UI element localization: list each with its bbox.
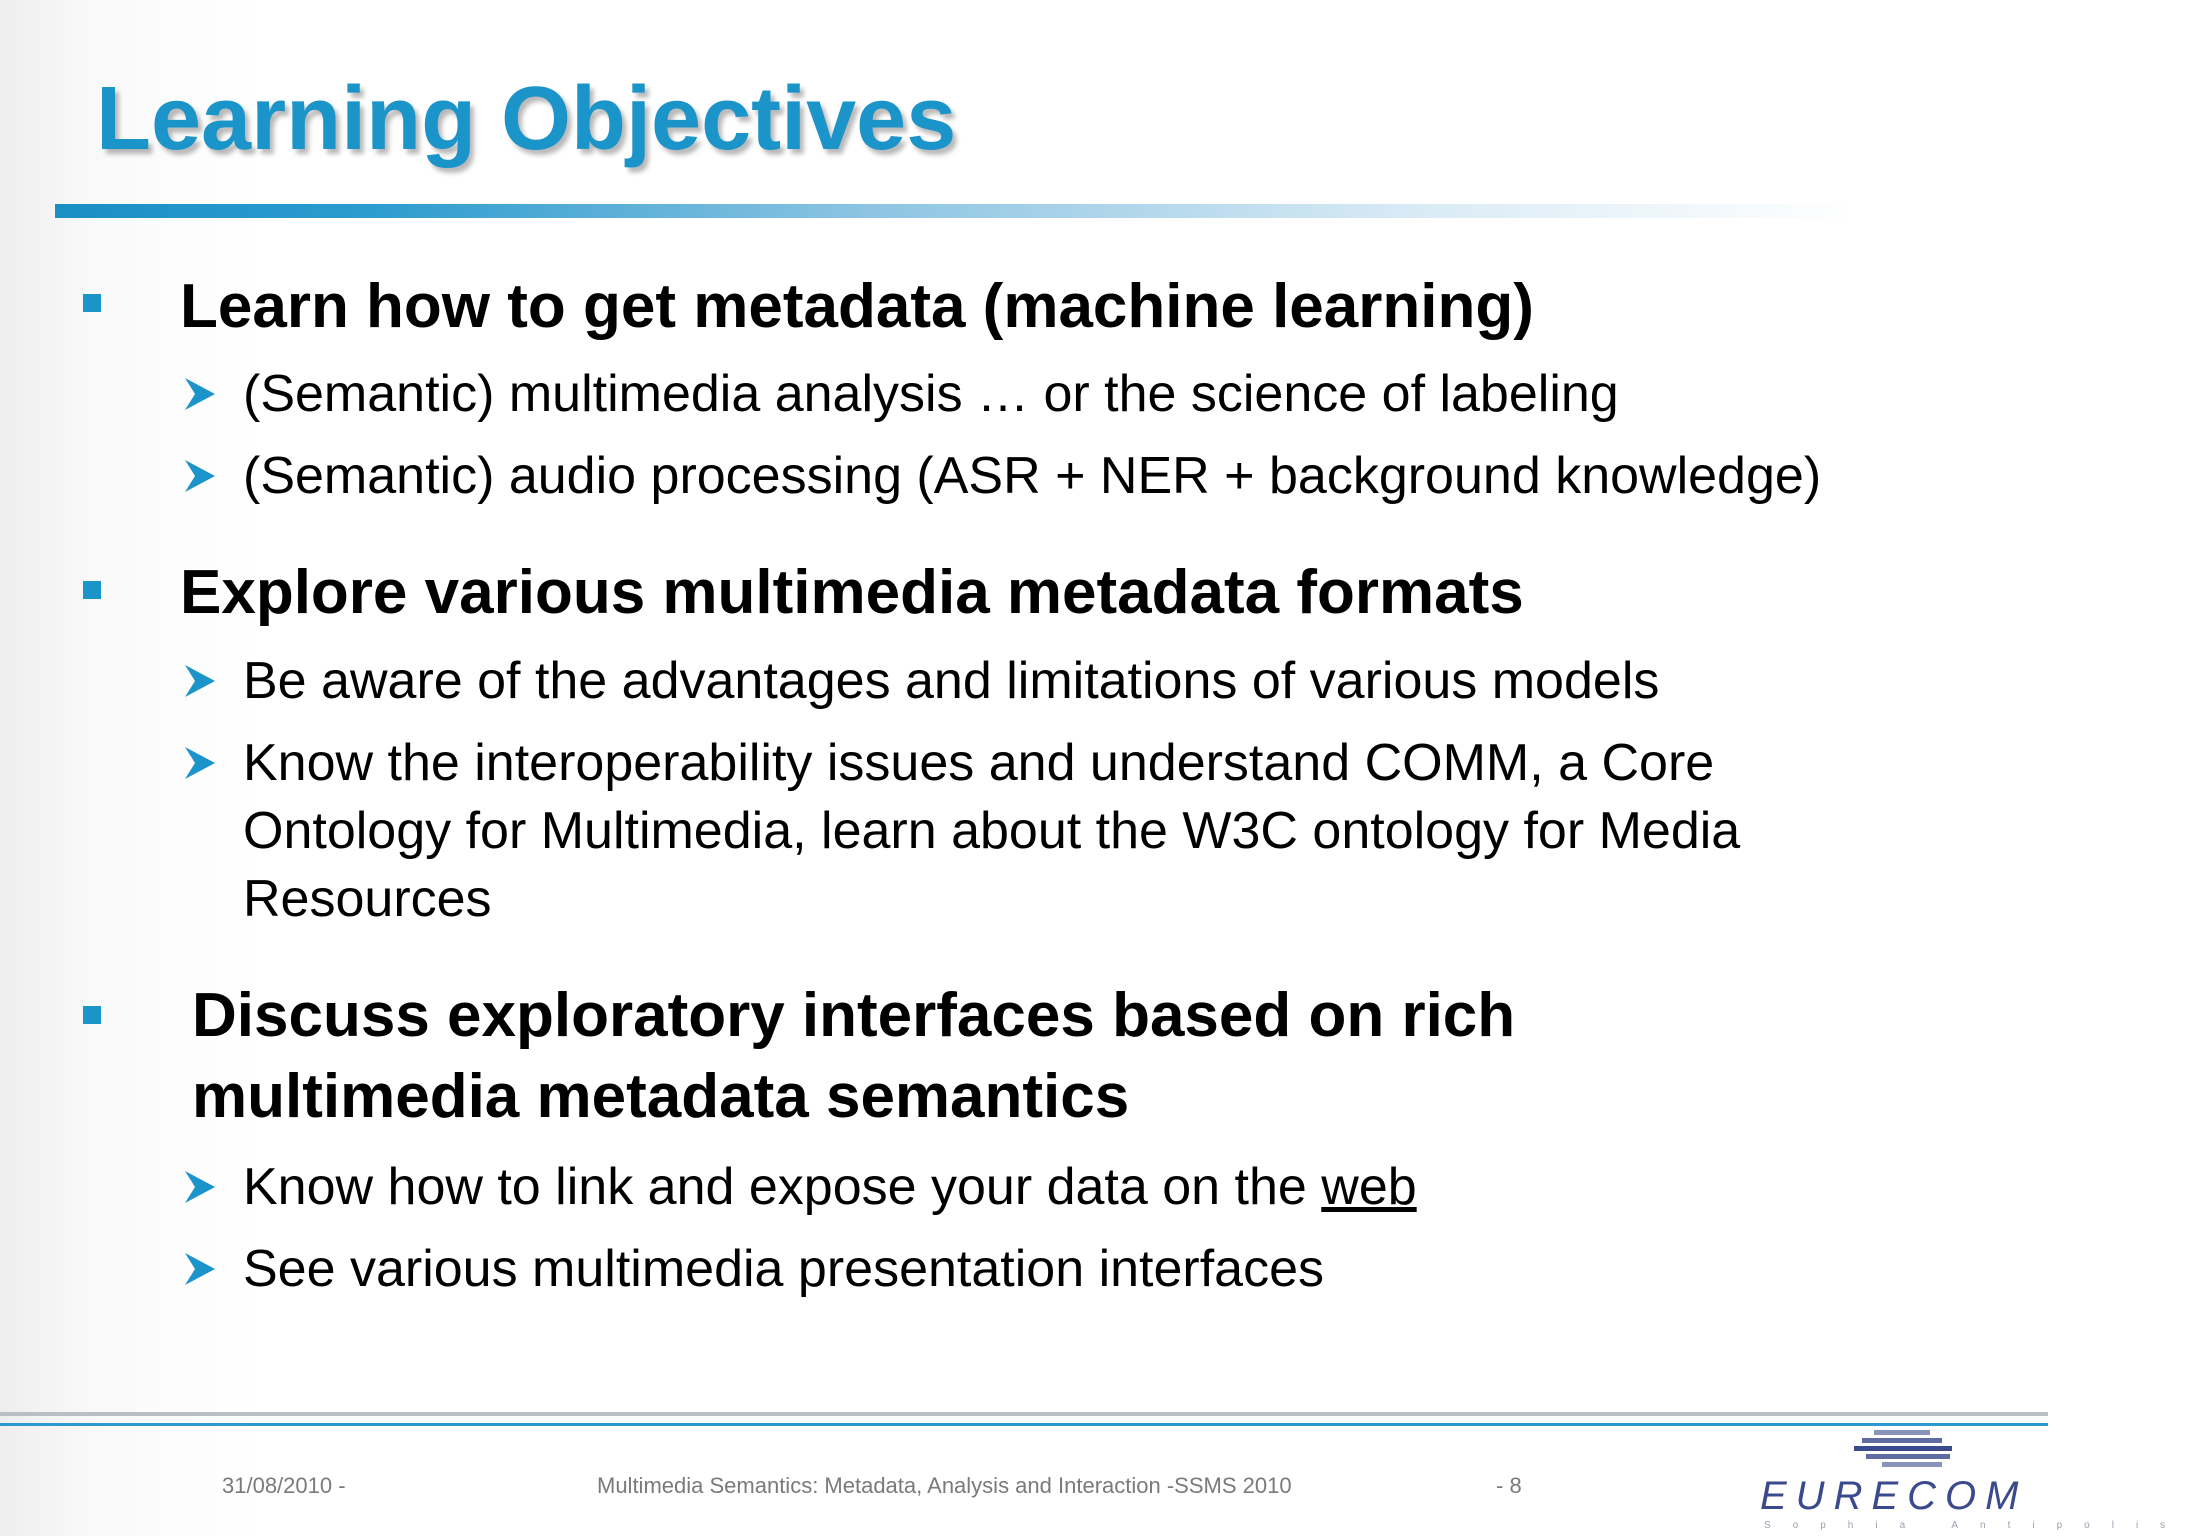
footer-rule xyxy=(0,1412,2048,1416)
list-item-line: Ontology for Multimedia, learn about the W3C ontology for Media xyxy=(243,802,1741,860)
arrowhead-bullet-icon xyxy=(181,1250,219,1288)
section-heading: Learn how to get metadata (machine learning) xyxy=(180,272,1534,341)
section-heading-line: Discuss exploratory interfaces based on rich xyxy=(192,981,1516,1050)
list-item: Be aware of the advantages and limitations of various models xyxy=(243,652,1660,710)
arrowhead-bullet-icon xyxy=(181,375,219,413)
web-link[interactable]: web xyxy=(1321,1158,1417,1216)
logo-wordmark: EURECOM xyxy=(1760,1474,2028,1518)
logo-stripes-icon xyxy=(1852,1428,1972,1470)
arrowhead-bullet-icon xyxy=(181,1168,219,1206)
list-item: (Semantic) audio processing (ASR + NER + background knowledge) xyxy=(243,447,1822,505)
list-item xyxy=(243,1153,1417,1221)
section-heading-line: multimedia metadata semantics xyxy=(192,1062,1130,1131)
list-item-line: Know the interoperability issues and understand COMM, a Core xyxy=(243,734,1715,792)
footer-accent-rule xyxy=(0,1423,2048,1426)
arrowhead-bullet-icon xyxy=(181,662,219,700)
square-bullet-icon xyxy=(83,581,101,599)
logo-tagline: Sophia Antipolis xyxy=(1764,1520,2187,1531)
footer-page-number: - 8 xyxy=(1496,1473,1522,1498)
list-item-line: Resources xyxy=(243,870,492,928)
arrowhead-bullet-icon xyxy=(181,744,219,782)
arrowhead-bullet-icon xyxy=(181,457,219,495)
footer-course-title: Multimedia Semantics: Metadata, Analysis and Interaction -SSMS 2010 xyxy=(597,1473,1292,1498)
list-item: See various multimedia presentation interfaces xyxy=(243,1240,1325,1298)
title-underline-rule xyxy=(55,204,1855,218)
slide-title: Learning Objectives xyxy=(96,69,957,169)
list-item-text: Know how to link and expose your data on the xyxy=(243,1158,1322,1216)
square-bullet-icon xyxy=(83,294,101,312)
list-item: (Semantic) multimedia analysis … or the science of labeling xyxy=(243,365,1619,423)
square-bullet-icon xyxy=(83,1006,101,1024)
section-heading: Explore various multimedia metadata formats xyxy=(180,558,1524,627)
footer-date: 31/08/2010 - xyxy=(222,1473,346,1498)
eurecom-logo xyxy=(1760,1428,2187,1531)
